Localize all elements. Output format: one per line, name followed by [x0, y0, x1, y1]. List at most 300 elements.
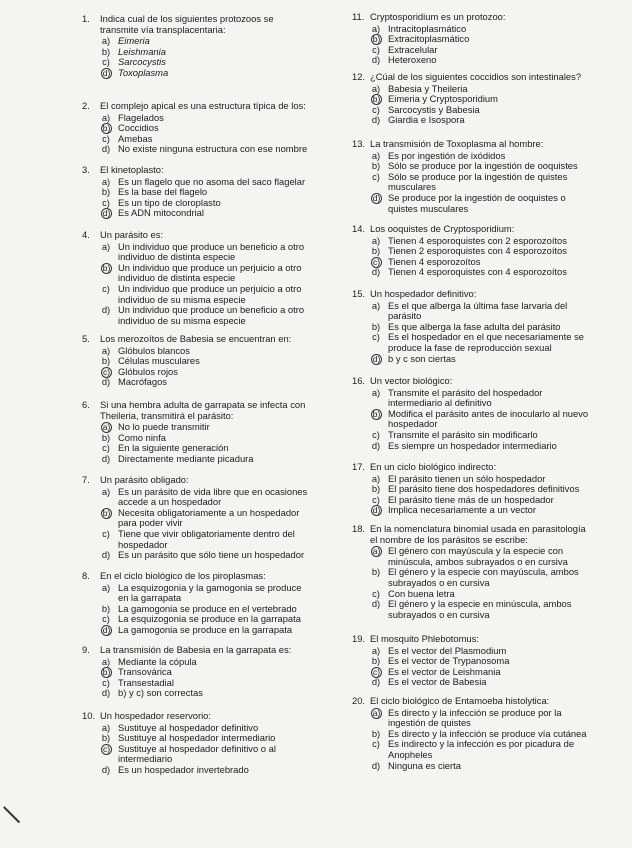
- option-letter: a): [371, 386, 381, 398]
- option-list: [100, 657, 312, 699]
- circled-answer-letter: b): [372, 94, 381, 105]
- option: [370, 388, 592, 409]
- option-letter: b): [101, 186, 111, 198]
- question-number: 12.: [352, 71, 366, 82]
- option-text: Es el vector de Trypanosoma: [388, 655, 510, 667]
- option-list: [370, 546, 592, 620]
- question-text: En un ciclo biológico indirecto:: [370, 461, 497, 472]
- option-text: Con buena letra: [388, 587, 455, 599]
- option-letter: b): [371, 160, 381, 172]
- option-text: Transmite el parásito sin modificarlo: [388, 428, 538, 440]
- option-text: Es un parásito que sólo tiene un hospedador: [118, 549, 305, 561]
- circled-answer-letter: c): [372, 666, 381, 677]
- option-letter: d): [371, 54, 381, 66]
- question-14: [352, 223, 592, 278]
- option-letter: a): [101, 344, 111, 356]
- question-stem: [82, 399, 312, 421]
- option-text: Macrófagos: [118, 376, 167, 388]
- option-text: Es un hospedador invertebrado: [118, 763, 249, 775]
- option-text: Transovárica: [118, 666, 172, 678]
- option-letter: c): [372, 103, 380, 115]
- question-number: 17.: [352, 461, 366, 472]
- question-text: Un parásito es:: [100, 229, 164, 240]
- option-text: El parásito tiene dos hospedadores definitivos: [388, 483, 580, 495]
- option-list: [370, 646, 592, 688]
- circled-answer-letter: d): [372, 505, 381, 516]
- option-text: Es un tipo de cloroplasto: [118, 196, 221, 208]
- margin-mark: [0, 434, 7, 464]
- option-text: Giardia e Isospora: [388, 114, 465, 126]
- question-5: [82, 333, 312, 388]
- question-7: [82, 474, 312, 561]
- option-letter: d): [371, 439, 381, 451]
- option: [100, 68, 312, 79]
- option-letter: b): [101, 732, 111, 744]
- question-2: [82, 100, 312, 155]
- option-letter: c): [102, 282, 110, 294]
- option-letter: d): [101, 304, 111, 316]
- circled-answer-letter: d): [102, 67, 111, 78]
- option-letter: a): [101, 175, 111, 187]
- question-8: [82, 570, 312, 636]
- circled-answer-letter: b): [102, 123, 111, 134]
- option: [370, 409, 592, 430]
- question-stem: [352, 71, 592, 83]
- option-text: Es por ingestión de ixódidos: [388, 149, 506, 161]
- option: [100, 583, 312, 604]
- option-list: [370, 708, 592, 772]
- question-number: 2.: [82, 100, 90, 111]
- question-number: 7.: [82, 474, 90, 485]
- option: [100, 508, 312, 529]
- question-stem: [352, 138, 592, 150]
- option-text: Extracitoplasmático: [388, 33, 470, 45]
- option-letter: d): [101, 687, 111, 699]
- question-stem: [82, 164, 312, 176]
- option-text: El género y la especie con mayúscula, ambos subrayados o en cursiva: [388, 566, 579, 588]
- question-text: Los merozoítos de Babesia se encuentran en:: [100, 333, 292, 344]
- question-text: Los ooquistes de Cryptosporidium:: [370, 223, 515, 234]
- option: [370, 677, 592, 688]
- option-text: Glóbulos rojos: [118, 365, 178, 377]
- option-list: [100, 723, 312, 776]
- question-stem: [82, 333, 312, 345]
- option-letter: d): [371, 676, 381, 688]
- circled-answer-letter: b): [372, 408, 381, 419]
- option-text: Como ninfa: [118, 431, 166, 443]
- question-text: Un hospedador definitivo:: [370, 288, 477, 299]
- option-text: La esquizogonia se produce en la garrapata: [118, 613, 301, 625]
- option-letter: b): [371, 320, 381, 332]
- question-number: 20.: [352, 695, 366, 706]
- option-text: No existe ninguna estructura con ese nombre: [118, 143, 308, 155]
- question-text: Un vector biológico:: [370, 375, 453, 386]
- option-letter: a): [371, 472, 381, 484]
- option-letter: b): [371, 655, 381, 667]
- option-list: [100, 346, 312, 388]
- option-letter: b): [371, 727, 381, 739]
- option-text: Extracelular: [388, 43, 438, 55]
- question-number: 19.: [352, 633, 366, 644]
- option-list: [100, 487, 312, 561]
- option-text: Es un parásito de vida libre que en ocasiones accede a un hospedador: [118, 485, 308, 508]
- option-letter: c): [102, 613, 110, 625]
- option-text: Un individuo que produce un perjuicio a otro individuo de su misma especie: [118, 282, 302, 305]
- option-text: En la siguiente generación: [118, 442, 229, 454]
- question-4: [82, 229, 312, 326]
- question-number: 9.: [82, 644, 90, 655]
- circled-answer-letter: d): [102, 208, 111, 219]
- option-letter: a): [101, 240, 111, 252]
- option-letter: d): [101, 452, 111, 464]
- circled-answer-letter: d): [102, 624, 111, 635]
- option-text: Sustituye al hospedador definitivo o al intermediario: [118, 742, 276, 765]
- option: [370, 546, 592, 567]
- option: [370, 441, 592, 452]
- question-9: [82, 644, 312, 699]
- option-text: Directamente mediante picadura: [118, 452, 254, 464]
- question-stem: [82, 644, 312, 656]
- question-text: Un parásito obligado:: [100, 474, 189, 485]
- question-number: 6.: [82, 399, 90, 410]
- option-text: La esquizogonia y la gamogonia se produce en la garrapata: [118, 581, 302, 604]
- question-number: 14.: [352, 223, 366, 234]
- question-20: [352, 695, 592, 771]
- question-number: 4.: [82, 229, 90, 240]
- option-text: Glóbulos blancos: [118, 344, 190, 356]
- question-6: [82, 399, 312, 465]
- option-text: Es directo y la infección se produce por la ingestión de quistes: [388, 706, 562, 729]
- option-text: Es que alberga la fase adulta del parásito: [388, 320, 561, 332]
- option-text: Toxoplasma: [118, 66, 169, 78]
- option-letter: c): [102, 196, 110, 208]
- question-10: [82, 710, 312, 776]
- option-text: Eimeria: [118, 35, 150, 47]
- question-text: Si una hembra adulta de garrapata se infecta con Theileria, transmitirá el parásito:: [100, 399, 306, 421]
- option-list: [370, 474, 592, 516]
- option: [100, 688, 312, 699]
- question-16: [352, 375, 592, 451]
- option: [370, 567, 592, 588]
- option-list: [370, 24, 592, 66]
- option-letter: a): [101, 485, 111, 497]
- question-number: 10.: [82, 710, 96, 721]
- option-letter: d): [371, 266, 381, 278]
- question-stem: [82, 229, 312, 241]
- option-text: b y c son ciertas: [388, 352, 456, 364]
- option-list: [100, 242, 312, 327]
- option-text: Es la base del flagelo: [118, 186, 208, 198]
- circled-answer-letter: c): [372, 256, 381, 267]
- option-letter: c): [372, 43, 380, 55]
- option-text: El género y la especie en minúscula, ambos subrayados o en cursiva: [388, 598, 572, 620]
- option: [100, 208, 312, 219]
- option-letter: c): [102, 132, 110, 144]
- question-text: Cryptosporidium es un protozoo:: [370, 11, 506, 22]
- question-1: [82, 13, 312, 79]
- option-letter: b): [371, 566, 381, 578]
- question-text: En la nomenclatura binomial usada en parasitología el nombre de los parásitos se escribe:: [370, 523, 586, 545]
- option-letter: c): [372, 331, 380, 343]
- option-text: Es el vector de Babesia: [388, 676, 487, 688]
- circled-answer-letter: b): [102, 667, 111, 678]
- option: [100, 377, 312, 388]
- question-text: El ciclo biológico de Entamoeba histolytica:: [370, 695, 550, 706]
- option: [100, 284, 312, 305]
- question-number: 13.: [352, 138, 366, 149]
- option-text: Es el vector de Leishmania: [388, 665, 501, 677]
- circled-answer-letter: d): [372, 192, 381, 203]
- question-15: [352, 288, 592, 364]
- option-text: Se produce por la ingestión de ooquistes o quistes musculares: [388, 191, 566, 214]
- option-text: Un individuo que produce un beneficio a otro individuo de su misma especie: [118, 304, 305, 326]
- option-text: Amebas: [118, 132, 153, 144]
- question-stem: [352, 288, 592, 300]
- option-text: Sustituye al hospedador intermediario: [118, 732, 276, 744]
- option-letter: a): [101, 655, 111, 667]
- margin-mark: [0, 14, 7, 40]
- option-text: Intracitoplasmático: [388, 22, 467, 34]
- option-letter: a): [371, 644, 381, 656]
- option-text: Células musculares: [118, 355, 200, 367]
- option: [370, 301, 592, 322]
- option-letter: a): [371, 299, 381, 311]
- option-text: La gamogonia se produce en el vertebrado: [118, 602, 297, 614]
- option: [370, 172, 592, 193]
- option-text: Babesia y Theileria: [388, 82, 468, 94]
- option-letter: d): [371, 759, 381, 771]
- option-text: b) y c) son correctas: [118, 687, 203, 699]
- option: [370, 354, 592, 365]
- option-text: Un individuo que produce un beneficio a otro individuo de distinta especie: [118, 240, 305, 263]
- option-text: Mediante la cópula: [118, 655, 197, 667]
- question-3: [82, 164, 312, 219]
- option-letter: a): [101, 721, 111, 733]
- option-text: Un individuo que produce un perjuicio a otro individuo de distinta especie: [118, 261, 302, 284]
- question-stem: [82, 570, 312, 582]
- option: [100, 487, 312, 508]
- circled-answer-letter: a): [372, 546, 381, 557]
- option-text: Flagelados: [118, 111, 164, 123]
- option-text: Necesita obligatoriamente a un hospedador para poder vivir: [118, 506, 300, 529]
- option-text: Ninguna es cierta: [388, 759, 461, 771]
- option-letter: a): [101, 35, 111, 47]
- question-text: Indica cual de los siguientes protozoos se transmite vía transplacentaria:: [100, 13, 274, 35]
- option-letter: b): [101, 45, 111, 57]
- question-stem: [352, 223, 592, 235]
- question-text: El kinetoplasto:: [100, 164, 164, 175]
- question-stem: [82, 13, 312, 35]
- option: [100, 625, 312, 636]
- option: [370, 739, 592, 760]
- option: [370, 761, 592, 772]
- option: [370, 708, 592, 729]
- option-text: Heteroxeno: [388, 54, 437, 66]
- option: [100, 454, 312, 465]
- question-stem: [352, 375, 592, 387]
- option-letter: d): [371, 598, 381, 610]
- option: [100, 550, 312, 561]
- option-list: [100, 583, 312, 636]
- option-text: Es el vector del Plasmodium: [388, 644, 507, 656]
- option-letter: d): [101, 763, 111, 775]
- option-letter: b): [101, 602, 111, 614]
- option: [100, 242, 312, 263]
- option: [370, 115, 592, 126]
- option-letter: a): [101, 111, 111, 123]
- option-list: [100, 36, 312, 78]
- option-text: Es ADN mitocondrial: [118, 207, 204, 219]
- option-letter: c): [372, 428, 380, 440]
- question-text: La transmisión de Toxoplasma al hombre:: [370, 138, 544, 149]
- option-text: Tienen 4 esporoquistes con 4 esporozoítos: [388, 266, 567, 278]
- option-letter: a): [371, 149, 381, 161]
- option-letter: b): [101, 355, 111, 367]
- question-stem: [352, 523, 592, 545]
- question-stem: [82, 100, 312, 112]
- circled-answer-letter: b): [102, 507, 111, 518]
- option-list: [370, 151, 592, 215]
- question-18: [352, 523, 592, 620]
- question-number: 1.: [82, 13, 90, 24]
- option: [370, 267, 592, 278]
- question-text: Un hospedador reservorio:: [100, 710, 211, 721]
- question-11: [352, 11, 592, 66]
- question-number: 5.: [82, 333, 90, 344]
- circled-answer-letter: b): [102, 262, 111, 273]
- option-letter: d): [101, 376, 111, 388]
- option: [100, 144, 312, 155]
- option-text: Tienen 4 esporozoítos: [388, 255, 481, 267]
- question-stem: [82, 710, 312, 722]
- option: [100, 744, 312, 765]
- option-list: [100, 422, 312, 464]
- question-text: La transmisión de Babesia en la garrapata es:: [100, 644, 292, 655]
- option-text: Sarcocystis y Babesia: [388, 103, 480, 115]
- option-text: Es un flagelo que no asoma del saco flagelar: [118, 175, 306, 187]
- margin-mark: [3, 806, 20, 823]
- question-text: El mosquito Phlebotomus:: [370, 633, 479, 644]
- option-text: Implica necesariamente a un vector: [388, 504, 536, 516]
- circled-answer-letter: c): [102, 743, 111, 754]
- option: [100, 305, 312, 326]
- option-list: [370, 84, 592, 126]
- option-text: Es el hospedador en el que necesariamente se produce la fase de reproducción sexual: [388, 331, 584, 353]
- question-12: [352, 71, 592, 126]
- option-text: Sólo se produce por la ingestión de ooquistes: [388, 160, 578, 172]
- option-text: El parásito tiene más de un hospedador: [388, 493, 554, 505]
- option: [370, 55, 592, 66]
- option: [370, 505, 592, 516]
- option-text: Tienen 4 esporoquistes con 2 esporozoítos: [388, 234, 567, 246]
- question-13: [352, 138, 592, 214]
- option-text: Sustituye al hospedador definitivo: [118, 721, 259, 733]
- question-19: [352, 633, 592, 688]
- option: [100, 529, 312, 550]
- option: [370, 332, 592, 353]
- option-list: [370, 236, 592, 278]
- option-text: Tienen 2 esporoquistes con 4 esporozoítos: [388, 245, 567, 257]
- question-number: 8.: [82, 570, 90, 581]
- option-text: No lo puede transmitir: [118, 421, 210, 433]
- option-text: Es directo y la infección se produce vía cutánea: [388, 727, 587, 739]
- question-text: El complejo apical es una estructura típica de los:: [100, 100, 306, 111]
- option-letter: c): [102, 442, 110, 454]
- circled-answer-letter: c): [102, 366, 111, 377]
- question-stem: [352, 695, 592, 707]
- option-letter: d): [101, 143, 111, 155]
- question-stem: [352, 633, 592, 645]
- question-text: ¿Cúal de los siguientes coccidios son intestinales?: [370, 71, 582, 82]
- question-number: 11.: [352, 11, 365, 22]
- circled-answer-letter: d): [372, 353, 381, 364]
- option-letter: b): [371, 483, 381, 495]
- circled-answer-letter: a): [102, 422, 111, 433]
- option-list: [100, 177, 312, 219]
- option-letter: b): [101, 431, 111, 443]
- option-letter: c): [102, 676, 110, 688]
- option-text: Sarcocystis: [118, 56, 166, 68]
- option-list: [370, 301, 592, 365]
- option-text: Modifica el parásito antes de inocularlo al nuevo hospedador: [388, 407, 589, 430]
- option-text: Coccidios: [118, 122, 159, 134]
- option-letter: c): [372, 587, 380, 599]
- option-letter: d): [101, 549, 111, 561]
- circled-answer-letter: a): [372, 707, 381, 718]
- option-letter: a): [371, 22, 381, 34]
- option: [100, 263, 312, 284]
- question-number: 16.: [352, 375, 366, 386]
- option-list: [370, 388, 592, 452]
- option-letter: d): [371, 114, 381, 126]
- question-stem: [352, 11, 592, 23]
- option-letter: a): [371, 234, 381, 246]
- question-text: En el ciclo biológico de los piroplasmas:: [100, 570, 266, 581]
- option-letter: b): [371, 245, 381, 257]
- option-text: Tiene que vivir obligatoriamente dentro del hospedador: [118, 527, 295, 550]
- option-list: [100, 113, 312, 155]
- option-letter: c): [102, 527, 110, 539]
- option-letter: a): [371, 82, 381, 94]
- option-letter: c): [372, 170, 380, 182]
- option-text: Sólo se produce por la ingestión de quistes musculares: [388, 170, 568, 193]
- question-number: 18.: [352, 523, 366, 534]
- option-letter: c): [372, 738, 380, 750]
- option-text: Es el que alberga la última fase larvaria del parásito: [388, 299, 568, 322]
- option: [370, 193, 592, 214]
- option-text: Transestadial: [118, 676, 174, 688]
- option: [370, 599, 592, 620]
- option-letter: c): [102, 56, 110, 68]
- option-text: Leishmania: [118, 45, 166, 57]
- option-text: El parásito tienen un sólo hospedador: [388, 472, 546, 484]
- option: [100, 765, 312, 776]
- option-text: El género con mayúscula y la especie con minúscula, ambos subrayados o en cursiva: [388, 545, 568, 567]
- question-stem: [352, 461, 592, 473]
- option-text: Eimeria y Cryptosporidium: [388, 93, 498, 105]
- option-text: Es indirecto y la infección es por picadura de Anopheles: [388, 738, 575, 760]
- question-17: [352, 461, 592, 516]
- option-text: Transmite el parásito del hospedador intermediario al definitivo: [388, 386, 543, 409]
- option-letter: c): [372, 493, 380, 505]
- question-number: 3.: [82, 164, 90, 175]
- option-letter: a): [101, 581, 111, 593]
- question-stem: [82, 474, 312, 486]
- option-text: La gamogonia se produce en la garrapata: [118, 623, 293, 635]
- circled-answer-letter: b): [372, 34, 381, 45]
- option-text: Es siempre un hospedador intermediario: [388, 439, 557, 451]
- question-number: 15.: [352, 288, 366, 299]
